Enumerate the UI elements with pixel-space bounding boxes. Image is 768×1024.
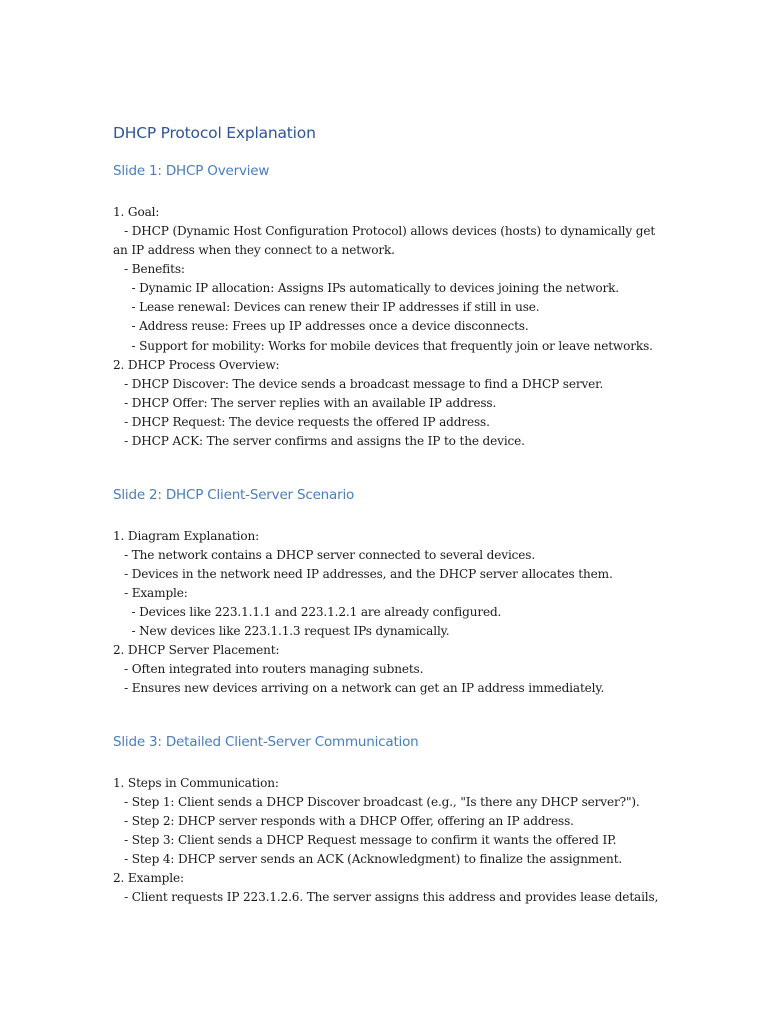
slide2-line: - Often integrated into routers managing subnets.	[113, 662, 424, 676]
slide1-line: - Lease renewal: Devices can renew their IP addresses if still in use.	[113, 300, 540, 314]
slide2-line: 2. DHCP Server Placement:	[113, 643, 280, 657]
slide3-line: - Step 1: Client sends a DHCP Discover broadcast (e.g., "Is there any DHCP server?").	[113, 795, 640, 809]
slide2-line: - Devices like 223.1.1.1 and 223.1.2.1 are already configured.	[113, 605, 502, 619]
slide2-line: - Ensures new devices arriving on a network can get an IP address immediately.	[113, 681, 605, 695]
slide1-heading: Slide 1: DHCP Overview	[113, 163, 270, 179]
slide1-line: an IP address when they connect to a network.	[113, 243, 395, 257]
slide1-line: - DHCP ACK: The server confirms and assigns the IP to the device.	[113, 434, 525, 448]
slide1-line: - Benefits:	[113, 262, 185, 276]
slide3-line: 1. Steps in Communication:	[113, 776, 279, 790]
slide3-line: 2. Example:	[113, 871, 184, 885]
slide1-line: 1. Goal:	[113, 205, 160, 219]
slide2-line: - Example:	[113, 586, 188, 600]
slide1-line: - Dynamic IP allocation: Assigns IPs automatically to devices joining the network.	[113, 281, 619, 295]
slide2-line: - Devices in the network need IP addresses, and the DHCP server allocates them.	[113, 567, 613, 581]
slide1-line: 2. DHCP Process Overview:	[113, 358, 280, 372]
slide2-heading: Slide 2: DHCP Client-Server Scenario	[113, 487, 355, 503]
slide2-line: - The network contains a DHCP server connected to several devices.	[113, 548, 536, 562]
slide1-line: - DHCP Offer: The server replies with an available IP address.	[113, 396, 497, 410]
slide1-line: - DHCP Discover: The device sends a broadcast message to find a DHCP server.	[113, 377, 604, 391]
slide2-line: 1. Diagram Explanation:	[113, 529, 260, 543]
slide3-line: - Step 2: DHCP server responds with a DHCP Offer, offering an IP address.	[113, 814, 574, 828]
slide1-line: - DHCP Request: The device requests the offered IP address.	[113, 415, 490, 429]
slide1-line: - DHCP (Dynamic Host Configuration Protocol) allows devices (hosts) to dynamically get	[113, 224, 656, 238]
slide3-line: - Step 3: Client sends a DHCP Request message to confirm it wants the offered IP.	[113, 833, 617, 847]
document-title: DHCP Protocol Explanation	[113, 124, 316, 142]
slide3-heading: Slide 3: Detailed Client-Server Communication	[113, 734, 419, 750]
slide1-line: - Support for mobility: Works for mobile devices that frequently join or leave networks.	[113, 339, 653, 353]
slide3-line: - Step 4: DHCP server sends an ACK (Acknowledgment) to finalize the assignment.	[113, 852, 623, 866]
slide1-line: - Address reuse: Frees up IP addresses once a device disconnects.	[113, 319, 529, 333]
slide3-line: - Client requests IP 223.1.2.6. The server assigns this address and provides lease details,	[113, 890, 659, 904]
slide2-line: - New devices like 223.1.1.3 request IPs dynamically.	[113, 624, 450, 638]
